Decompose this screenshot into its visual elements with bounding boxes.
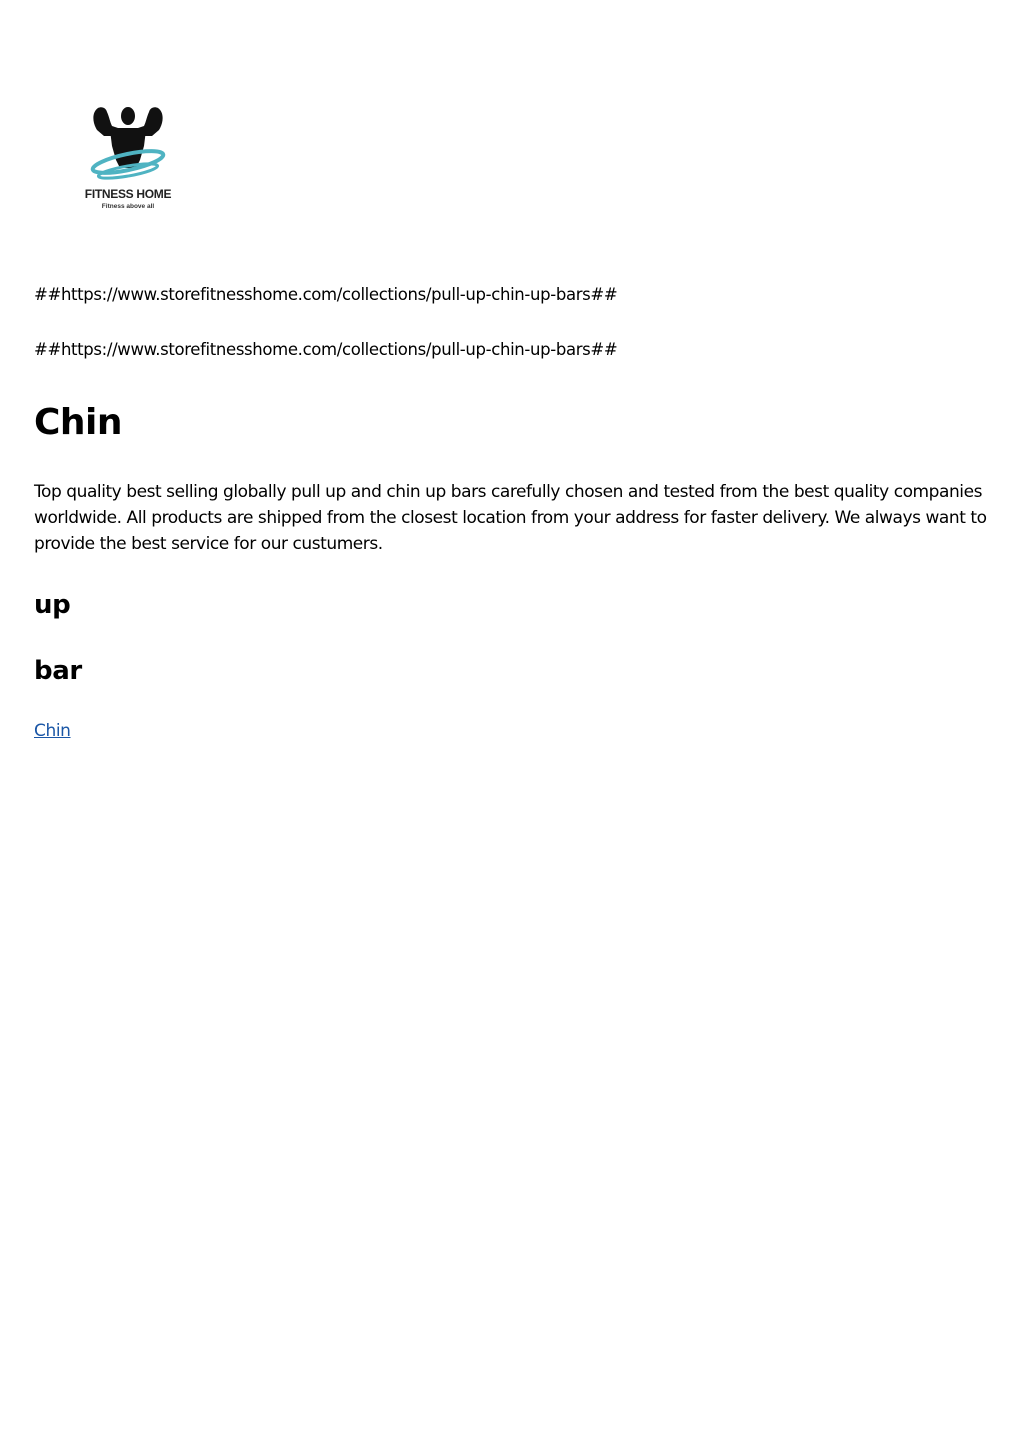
bodybuilder-icon (70, 96, 186, 188)
logo-tagline: Fitness above all (101, 203, 155, 210)
subheading-up: up (34, 590, 71, 620)
logo-name: FITNESS HOME (84, 187, 172, 201)
description-paragraph: Top quality best selling globally pull up and chin up bars carefully chosen and tested from the best quality companies worldwide. All products are shipped from the closest location from your address for faster delivery. We always want to provide the best service for our custumers. (34, 482, 987, 554)
subheading-bar: bar (34, 656, 82, 686)
fitness-home-logo (70, 96, 186, 220)
url-line: ##https://www.storefitnesshome.com/collections/pull-up-chin-up-bars## (34, 340, 618, 359)
page-title: Chin (34, 402, 123, 443)
chin-link[interactable]: Chin (34, 721, 71, 741)
url-line: ##https://www.storefitnesshome.com/collections/pull-up-chin-up-bars## (34, 285, 618, 304)
